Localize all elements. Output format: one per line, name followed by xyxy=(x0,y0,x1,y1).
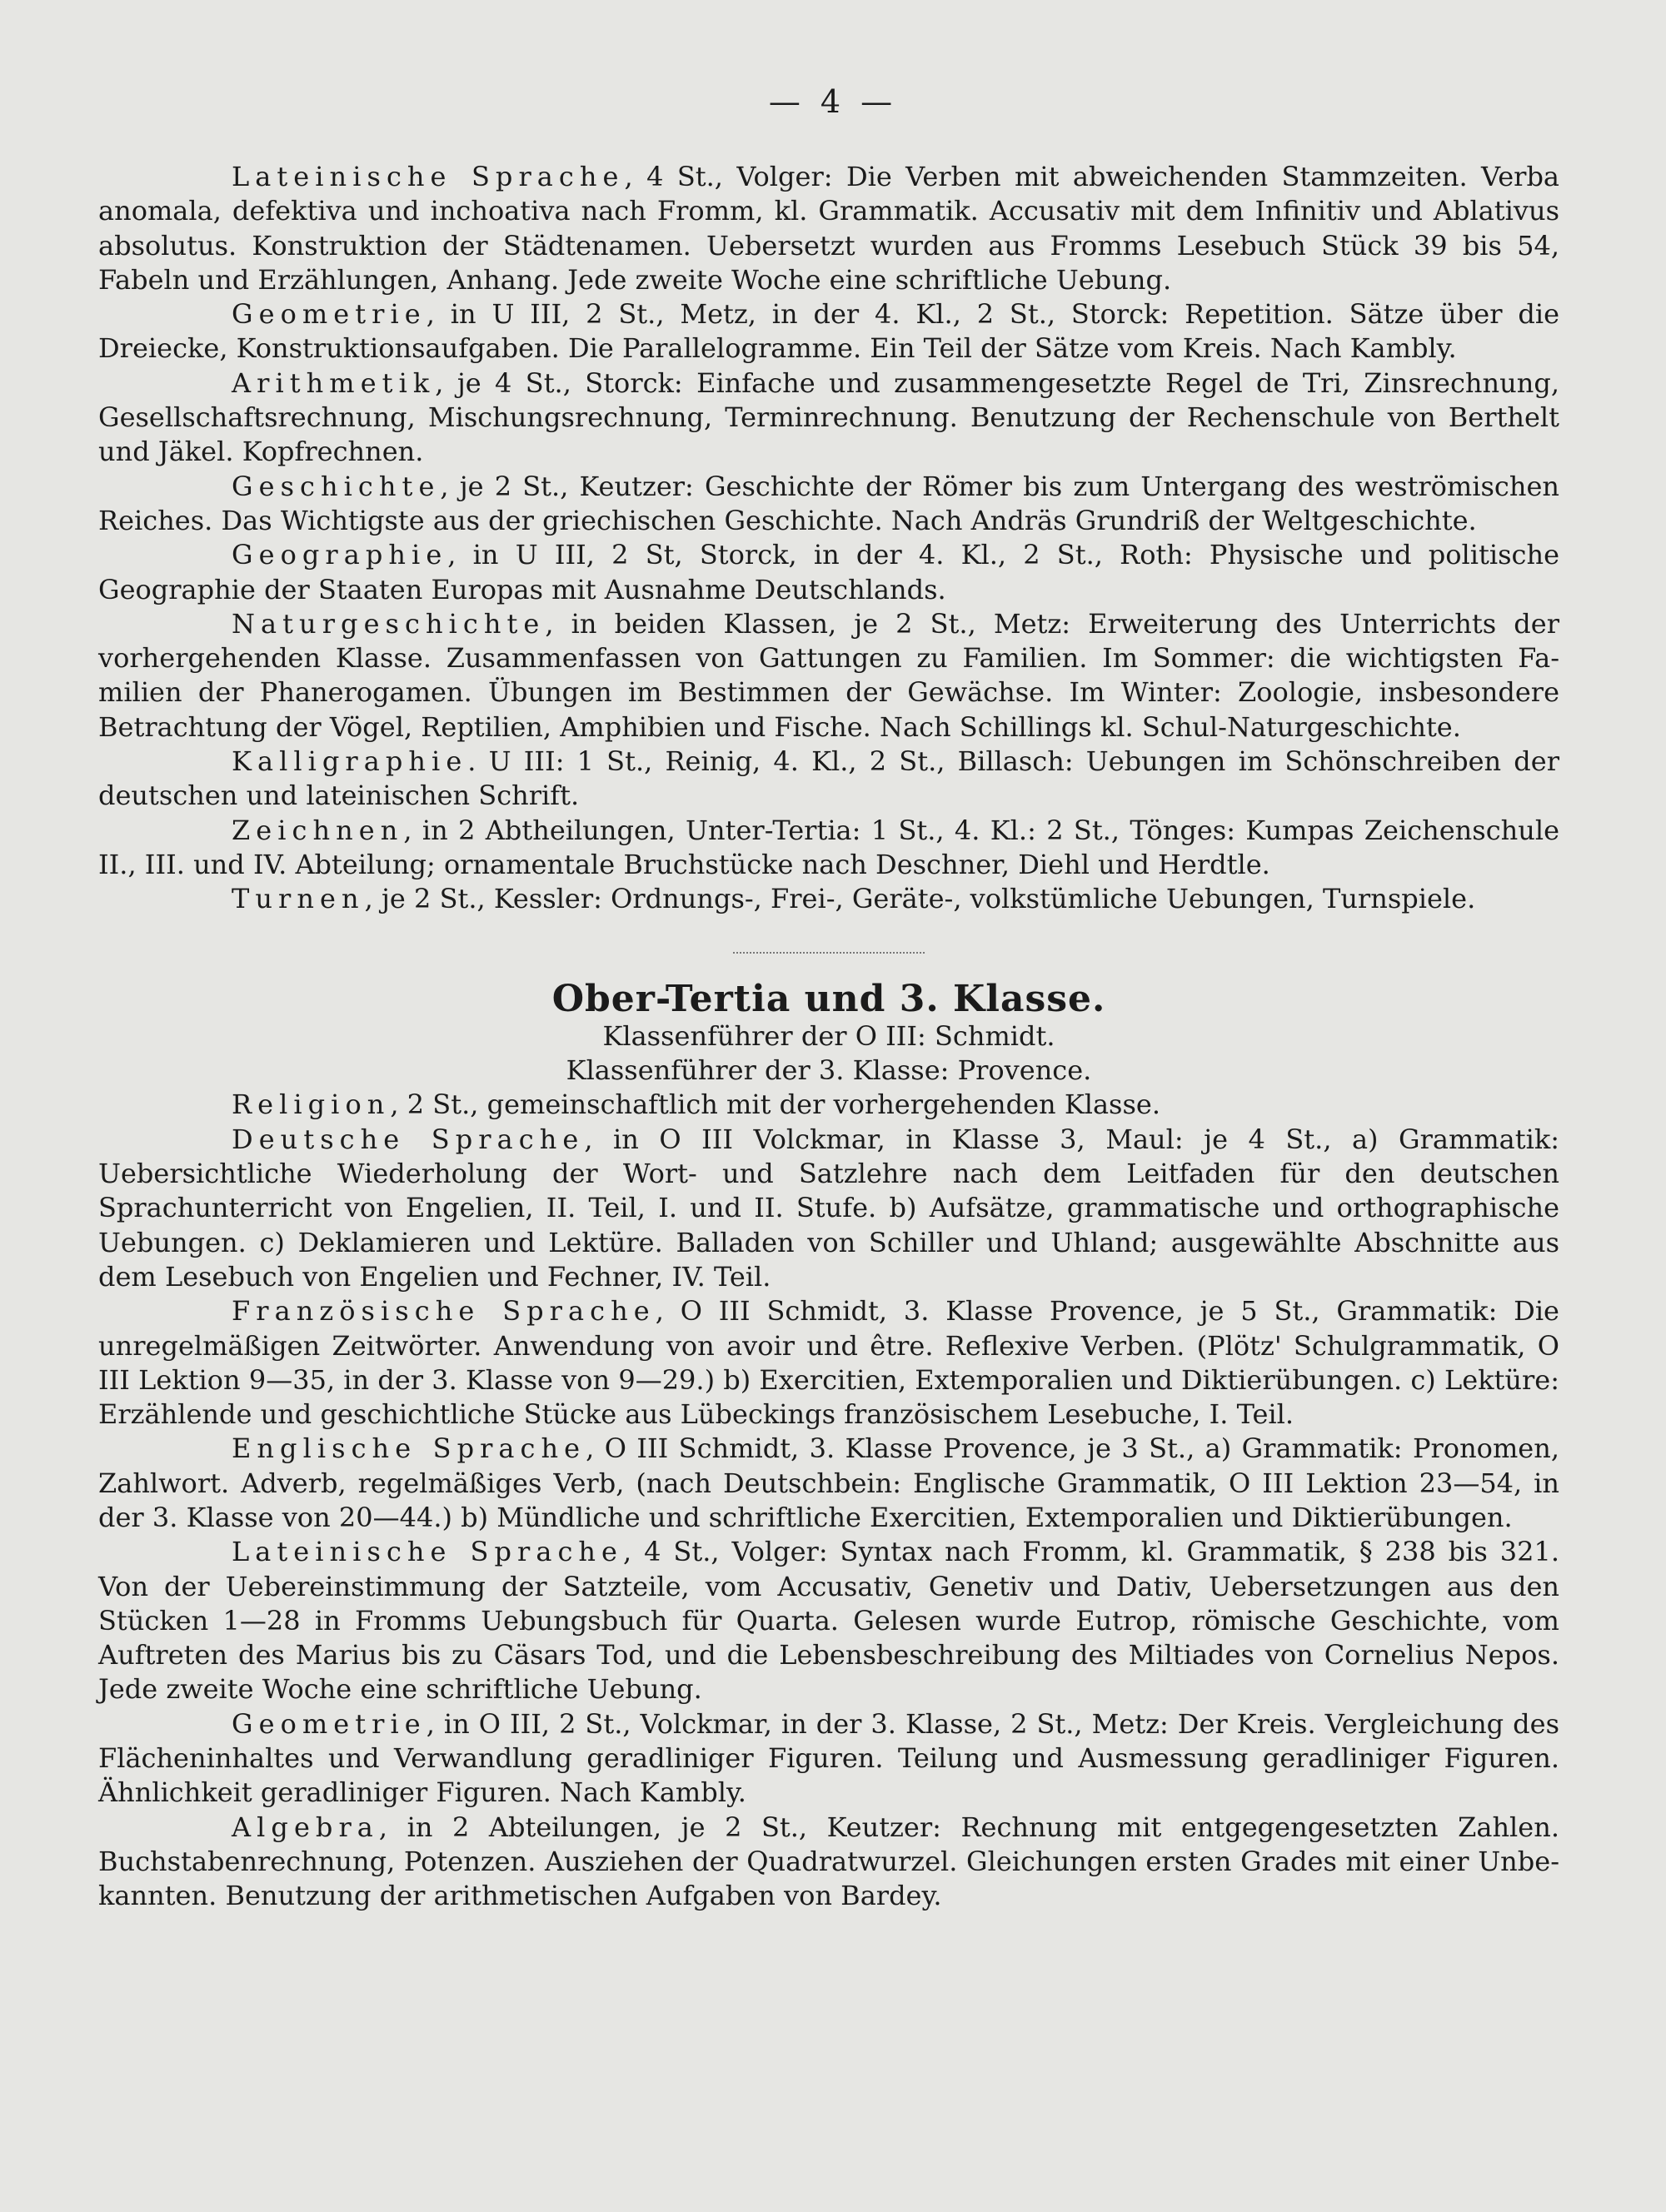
subject-paragraph xyxy=(98,1811,1559,1914)
section-obertertia xyxy=(98,977,1560,1914)
subject-heading: Französische Sprache xyxy=(232,1295,656,1328)
subject-heading: Englische Sprache xyxy=(232,1432,586,1465)
subject-heading: Lateinische Sprache xyxy=(232,161,625,192)
subject-heading: Deutsche Sprache xyxy=(232,1123,585,1155)
subject-heading: Kalligraphie xyxy=(232,745,468,778)
subject-text: , O III Schmidt, 3. Klasse Provence, je 5 St., Grammatik: Die unregelmäßigen Zeitwörter. Anwendung von avoir und être. Reflexive Verben. (Plötz' Schulgrammatik, O III Lektion 9—35, in der 3. Klasse von 9—29.) b) Exercitien, Extemporalien und Diktierübungen. c) Lektüre: Erzählende und geschichtliche Stücke aus Lübeckings französischem Lesebuche, I. Teil. xyxy=(98,1295,1559,1431)
subject-paragraph xyxy=(98,1088,1559,1122)
subject-paragraph xyxy=(98,1535,1559,1706)
subject-text: , in U III, 2 St., Metz, in der 4. Kl., 2 St., Storck: Repetition. Sätze über die Dreiecke, Konstruktionsaufgaben. Die Parallelogramme. Ein Teil der Sätze vom Kreis. Nach Kambly. xyxy=(98,298,1559,365)
subject-paragraph xyxy=(98,1707,1559,1811)
subject-text: , 4 St., Volger: Syntax nach Fromm, kl. Grammatik, § 238 bis 321. Von der Uebereinstimmung der Satzteile, vom Accusativ, Genetiv und Dativ, Uebersetzungen aus den Stücken 1—28 in Fromms Uebungsbuch für Quarta. Gelesen wurde Eutrop, römische Geschichte, vom Auftreten des Marius bis zu Cäsars Tod, und die Lebensbeschreibung des Miltiades von Cornelius Nepos. Jede zweite Woche eine schriftliche Uebung. xyxy=(98,1536,1559,1706)
subject-heading: Lateinische Sprache xyxy=(232,1536,624,1568)
subject-paragraph xyxy=(98,882,1559,916)
subject-heading: Religion xyxy=(232,1089,391,1121)
subject-heading: Geographie xyxy=(232,539,448,571)
subject-text: , je 2 St., Keutzer: Geschichte der Römer bis zum Untergang des weströmischen Reiches. Das Wichtigste aus der griechischen Geschichte. Nach Andräs Grundriß der Weltgeschichte. xyxy=(98,470,1559,536)
subject-text: , je 2 St., Kessler: Ordnungs-, Frei-, Geräte-, volkstümliche Uebungen, Turnspiele. xyxy=(364,883,1476,915)
section-divider xyxy=(733,952,925,955)
subject-paragraph xyxy=(98,538,1559,607)
subject-heading: Geschichte xyxy=(232,470,441,502)
subject-text: , je 4 St., Storck: Einfache und zusammengesetzte Regel de Tri, Zinsrechnung, Gesellschaftsrechnung, Mischungsrechnung, Terminrechnung. Benutzung der Rechenschule von Berthelt und Jäkel. Kopfrechnen. xyxy=(98,366,1559,468)
subject-text: , in O III Volckmar, in Klasse 3, Maul: je 4 St., a) Grammatik: Uebersichtliche Wiederholung der Wort- und Satzlehre nach dem Leitfaden für den deutschen Sprachunterricht von Engelien, II. Teil, I. und II. Stufe. b) Aufsätze, grammatische und orthographische Uebungen. c) Deklamieren und Lektüre. Balladen von Schiller und Uhland; ausgewählte Abschnitte aus dem Lesebuch von Engelien und Fechner, IV. Teil. xyxy=(98,1123,1560,1293)
subject-heading: Turnen xyxy=(232,883,365,915)
subject-text: . U III: 1 St., Reinig, 4. Kl., 2 St., Billasch: Uebungen im Schönschreiben der deutschen und lateinischen Schrift. xyxy=(98,745,1559,812)
subject-text: , O III Schmidt, 3. Klasse Provence, je 3 St., a) Grammatik: Pronomen, Zahlwort. Adverb, regelmäßiges Verb, (nach Deutschbein: Englische Grammatik, O III Lektion 23—54, in der 3. Klasse von 20—44.) b) Mündliche und schriftliche Exercitien, Extemporalien und Diktierübungen. xyxy=(98,1432,1560,1533)
subject-heading: Geometrie xyxy=(232,298,426,331)
subject-paragraph xyxy=(98,607,1559,745)
subject-paragraph xyxy=(98,1432,1559,1535)
subject-paragraph xyxy=(98,160,1559,297)
subject-paragraph xyxy=(98,1123,1559,1294)
class-leader-line: Klassenführer der 3. Klasse: Provence. xyxy=(566,1054,1092,1087)
subject-paragraph xyxy=(98,745,1559,814)
class-leader-line: Klassenführer der O III: Schmidt. xyxy=(602,1019,1055,1052)
subject-heading: Zeichnen xyxy=(232,814,404,846)
subject-heading: Naturgeschichte xyxy=(232,607,546,640)
subject-text: , in beiden Klassen, je 2 St., Metz: Erweiterung des Unterrichts der vorhergehenden Klasse. Zusammenfassen von Gattungen zu Familien. Im Sommer: die wichtigsten Familien der Phanerogamen. Übungen im Bestimmen der Gewächse. Im Winter: Zoologie, insbesondere Betrachtung der Vögel, Reptilien, Amphibien und Fische. Nach Schillings kl. Schul-Naturgeschichte. xyxy=(98,607,1559,743)
subject-paragraph xyxy=(98,470,1559,539)
subject-text: , in 2 Abteilungen, je 2 St., Keutzer: Rechnung mit entgegengesetzten Zahlen. Buchstabenrechnung, Potenzen. Ausziehen der Quadratwurzel. Gleichungen ersten Grades mit einer Unbekannten. Benutzung der arithmetischen Aufgaben von Bardey. xyxy=(98,1811,1559,1912)
subject-paragraph xyxy=(98,297,1559,366)
subject-heading: Algebra xyxy=(232,1811,379,1843)
page-body xyxy=(98,160,1559,1914)
page-number: — 4 — xyxy=(768,83,898,120)
subject-text: , in U III, 2 St, Storck, in der 4. Kl., 2 St., Roth: Physische und politische Geographie der Staaten Europas mit Ausnahme Deutschlands. xyxy=(98,539,1559,605)
subject-paragraph xyxy=(98,814,1559,883)
subject-paragraph xyxy=(98,1294,1559,1432)
subject-paragraph xyxy=(98,366,1559,470)
section-untertertia xyxy=(98,160,1559,917)
subject-text: , in O III, 2 St., Volckmar, in der 3. Klasse, 2 St., Metz: Der Kreis. Vergleichung des Flächeninhaltes und Verwandlung geradliniger Figuren. Teilung und Ausmessung geradliniger Figuren. Ähnlichkeit geradliniger Figuren. Nach Kambly. xyxy=(98,1707,1559,1809)
subject-text: , in 2 Abtheilungen, Unter-Tertia: 1 St., 4. Kl.: 2 St., Tönges: Kumpas Zeichenschule II., III. und IV. Abteilung; ornamentale Bruchstücke nach Deschner, Diehl und Herdtle. xyxy=(98,814,1559,880)
subject-text: , 2 St., gemeinschaftlich mit der vorhergehenden Klasse. xyxy=(390,1089,1160,1121)
subject-heading: Arithmetik xyxy=(232,366,436,399)
subject-heading: Geometrie xyxy=(232,1707,426,1740)
subject-text: , 4 St., Volger: Die Verben mit abweichenden Stammzeiten. Verba anomala, defektiva und inchoativa nach Fromm, kl. Grammatik. Accusativ mit dem Infinitiv und Ablativus absolutus. Konstruktion der Städtenamen. Uebersetzt wurden aus Fromms Lesebuch Stück 39 bis 54, Fabeln und Erzählungen, Anhang. Jede zweite Woche eine schriftliche Uebung. xyxy=(98,161,1560,296)
section-title: Ober-Tertia und 3. Klasse. xyxy=(551,977,1106,1020)
